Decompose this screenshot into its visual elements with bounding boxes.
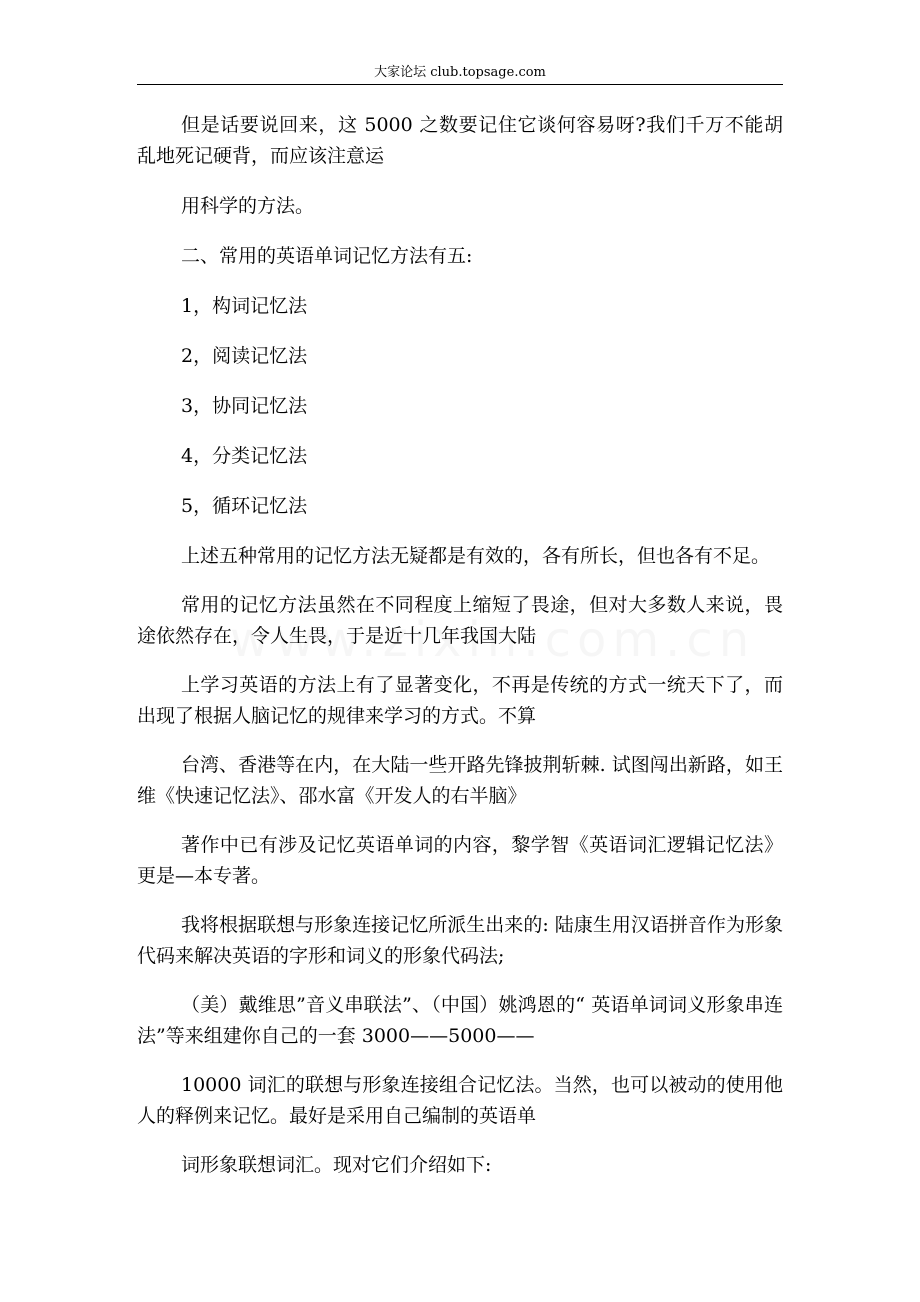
list-item: 1，构词记忆法 xyxy=(181,295,308,317)
document-body xyxy=(137,110,783,1181)
paragraph: 著作中已有涉及记忆英语单词的内容，黎学智《英语词汇逻辑记忆法》更是—本专著。 xyxy=(137,834,783,887)
paragraph: 但是话要说回来，这 5000 之数要记住它谈何容易呀?我们千万不能胡乱地死记硬背，而应该注意运 xyxy=(137,114,783,167)
paragraph: 词形象联想词汇。现对它们介绍如下: xyxy=(181,1154,492,1176)
paragraph: 用科学的方法。 xyxy=(181,195,315,217)
page-header: 大家论坛 club.topsage.com xyxy=(374,65,546,80)
list-item: 4，分类记忆法 xyxy=(181,445,308,467)
list-item: 3，协同记忆法 xyxy=(181,395,308,417)
paragraph: 常用的记忆方法虽然在不同程度上缩短了畏途，但对大多数人来说，畏途依然存在，令人生畏，于是近十几年我国大陆 xyxy=(137,594,783,647)
header-divider xyxy=(137,84,783,85)
paragraph: （美）戴维思”音义串联法”、（中国）姚鸿恩的“ 英语单词词义形象串连法”等来组建你自己的一套 3000——5000—— xyxy=(137,994,783,1047)
section-heading: 二、常用的英语单词记忆方法有五: xyxy=(181,245,473,267)
list-item: 2，阅读记忆法 xyxy=(181,345,308,367)
paragraph: 台湾、香港等在内，在大陆一些开路先锋披荆斩棘. 试图闯出新路，如王维《快速记忆法》、邵水富《开发人的右半脑》 xyxy=(137,754,783,807)
paragraph: 我将根据联想与形象连接记忆所派生出来的: 陆康生用汉语拼音作为形象代码来解决英语的字形和词义的形象代码法; xyxy=(137,914,783,967)
paragraph: 上学习英语的方法上有了显著变化，不再是传统的方式一统天下了，而出现了根据人脑记忆的规律来学习的方式。不算 xyxy=(137,674,783,727)
paragraph: 上述五种常用的记忆方法无疑都是有效的，各有所长，但也各有不足。 xyxy=(181,545,771,567)
paragraph: 10000 词汇的联想与形象连接组合记忆法。当然，也可以被动的使用他人的释例来记忆。最好是采用自己编制的英语单 xyxy=(137,1074,783,1127)
list-item: 5，循环记忆法 xyxy=(181,495,308,517)
